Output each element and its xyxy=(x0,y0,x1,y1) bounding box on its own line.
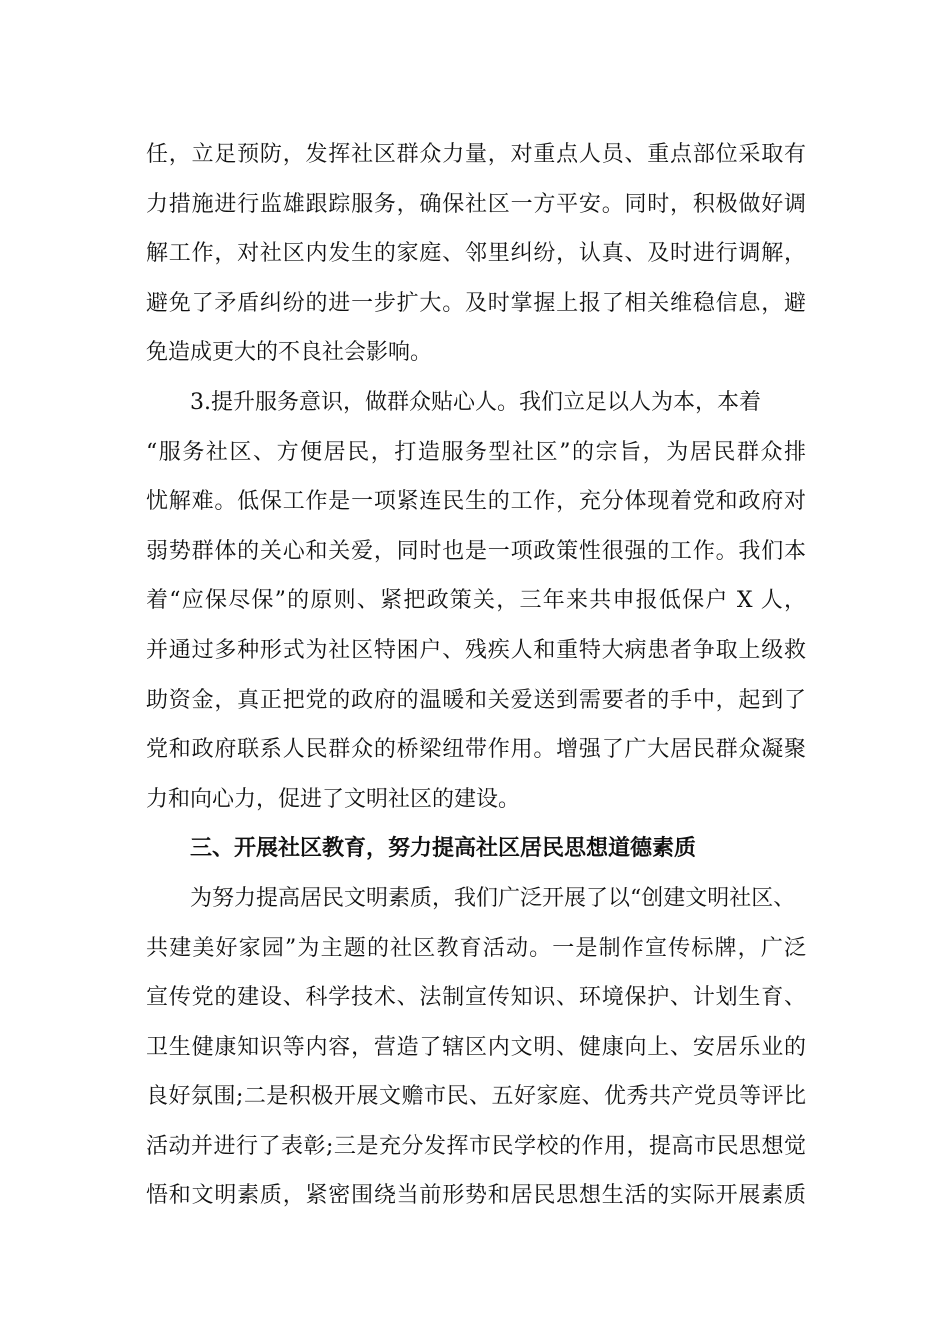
paragraph-first-line: 3.提升服务意识，做群众贴心人。我们立足以人为本，本着 xyxy=(190,389,761,415)
text-line: 弱势群体的关心和关爱，同时也是一项政策性很强的工作。我们本 xyxy=(146,538,806,564)
text-line: 活动并进行了表彰;三是充分发挥市民学校的作用，提高市民思想觉 xyxy=(146,1133,806,1159)
text-line: 忧解难。低保工作是一项紧连民生的工作，充分体现着党和政府对 xyxy=(146,489,806,515)
text-line: 避免了矛盾纠纷的进一步扩大。及时掌握上报了相关维稳信息，避 xyxy=(146,290,806,316)
text-line: 免造成更大的不良社会影响。 xyxy=(146,340,433,366)
text-line: 任，立足预防，发挥社区群众力量，对重点人员、重点部位采取有 xyxy=(146,142,806,167)
text-line: 助资金，真正把党的政府的温暖和关爱送到需要者的手中，起到了 xyxy=(146,687,806,713)
text-line: 共建美好家园”为主题的社区教育活动。一是制作宣传标牌，广泛 xyxy=(146,935,806,961)
text-line: 党和政府联系人民群众的桥梁纽带作用。增强了广大居民群众凝聚 xyxy=(146,737,806,763)
paragraph-first-line: 为努力提高居民文明素质，我们广泛开展了以“创建文明社区、 xyxy=(190,885,796,911)
text-line: 卫生健康知识等内容，营造了辖区内文明、健康向上、安居乐业的 xyxy=(146,1034,806,1060)
text-line: 着“应保尽保”的原则、紧把政策关，三年来共申报低保户 X 人， xyxy=(146,588,806,614)
document-body xyxy=(146,130,806,1221)
text-line: 宣传党的建设、科学技术、法制宣传知识、环境保护、计划生育、 xyxy=(146,985,806,1011)
text-line: “服务社区、方便居民，打造服务型社区”的宗旨，为居民群众排 xyxy=(146,439,806,465)
text-line: 解工作，对社区内发生的家庭、邻里纠纷，认真、及时进行调解， xyxy=(146,241,806,267)
text-line: 力和向心力，促进了文明社区的建设。 xyxy=(146,786,521,812)
section-heading: 三、开展社区教育，努力提高社区居民思想道德素质 xyxy=(190,835,697,862)
text-line: 并通过多种形式为社区特困户、残疾人和重特大病患者争取上级救 xyxy=(146,637,806,663)
text-line: 力措施进行监雄跟踪服务，确保社区一方平安。同时，积极做好调 xyxy=(146,191,806,217)
text-line: 悟和文明素质，紧密围绕当前形势和居民思想生活的实际开展素质 xyxy=(146,1183,806,1209)
text-line: 良好氛围;二是积极开展文赡市民、五好家庭、优秀共产党员等评比 xyxy=(146,1084,806,1110)
